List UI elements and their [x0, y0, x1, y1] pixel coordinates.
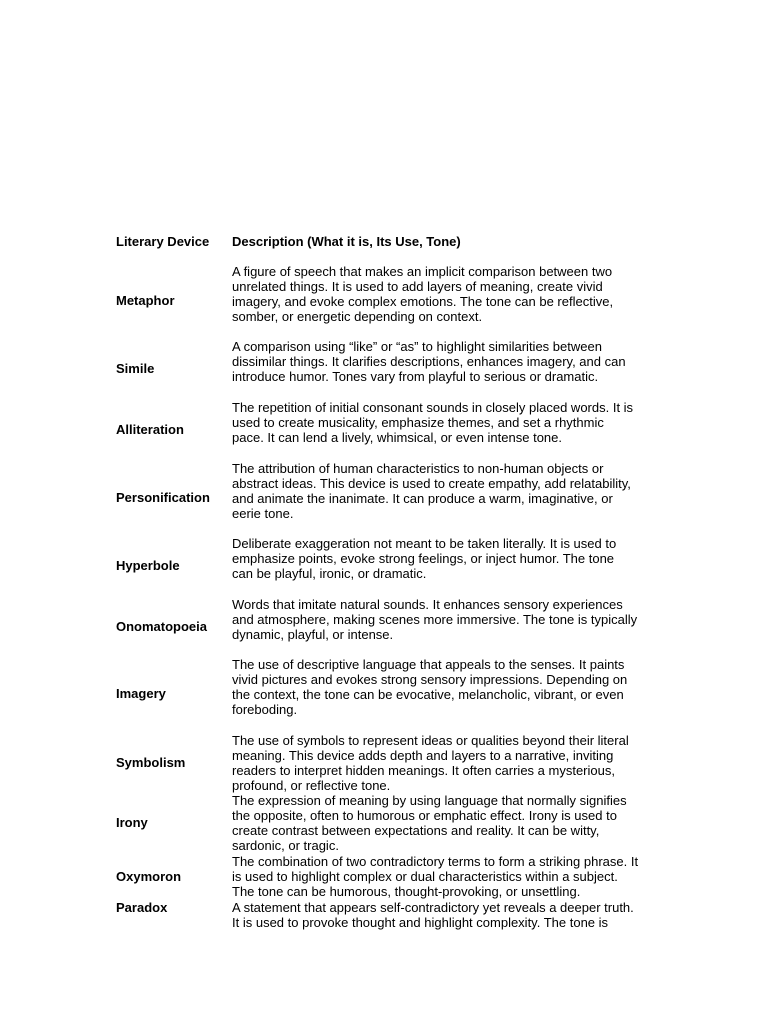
term-irony: Irony: [116, 815, 148, 830]
description-symbolism: The use of symbols to represent ideas or qualities beyond their literal meaning. This device adds depth and layers to a narrative, inviting readers to interpret hidden meanings. It often carries a mysterious, profound, or reflective tone.: [232, 733, 629, 793]
description-simile: A comparison using “like” or “as” to highlight similarities between dissimilar things. It clarifies descriptions, enhances imagery, and can introduce humor. Tones vary from playful to serious or dramatic.: [232, 339, 626, 384]
term-hyperbole: Hyperbole: [116, 558, 180, 573]
table-row: [116, 264, 661, 324]
table-row: [116, 400, 661, 445]
table-row: [116, 339, 661, 384]
term-personification: Personification: [116, 490, 210, 505]
table-header-row: [116, 234, 661, 250]
term-alliteration: Alliteration: [116, 422, 184, 437]
description-alliteration: The repetition of initial consonant sounds in closely placed words. It is used to create musicality, emphasize themes, and set a rhythmic pace. It can lend a lively, whimsical, or even intense tone.: [232, 400, 634, 445]
description-hyperbole: Deliberate exaggeration not meant to be taken literally. It is used to emphasize points, evoke strong feelings, or inject humor. The tone can be playful, ironic, or dramatic.: [232, 536, 617, 581]
table-row: [116, 793, 661, 853]
description-imagery: The use of descriptive language that appeals to the senses. It paints vivid pictures and evokes strong sensory impressions. Depending on the context, the tone can be evocative, melancholic, vibrant, or even foreboding.: [232, 657, 628, 717]
term-onomatopoeia: Onomatopoeia: [116, 619, 208, 634]
header-description: Description (What it is, Its Use, Tone): [232, 234, 461, 249]
description-irony: The expression of meaning by using language that normally signifies the opposite, often to humorous or emphatic effect. Irony is used to create contrast between expectations and reality. It can be witty, sardonic, or tragic.: [232, 793, 627, 853]
table-row: [116, 733, 661, 793]
description-personification: The attribution of human characteristics to non-human objects or abstract ideas. This device is used to create empathy, add relatability, and animate the inanimate. It can produce a warm, imaginative, or eerie tone.: [232, 461, 631, 521]
table-row: [116, 900, 661, 930]
description-paradox: A statement that appears self-contradictory yet reveals a deeper truth. It is used to provoke thought and highlight complexity. The tone is: [232, 900, 634, 930]
term-paradox: Paradox: [116, 900, 168, 915]
header-literary-device: Literary Device: [116, 234, 210, 249]
table-row: [116, 461, 661, 521]
term-simile: Simile: [116, 361, 155, 376]
term-oxymoron: Oxymoron: [116, 869, 182, 884]
table-row: [116, 657, 661, 717]
description-onomatopoeia: Words that imitate natural sounds. It enhances sensory experiences and atmosphere, making scenes more immersive. The tone is typically dynamic, playful, or intense.: [232, 597, 638, 642]
description-metaphor: A figure of speech that makes an implicit comparison between two unrelated things. It is used to add layers of meaning, create vivid imagery, and evoke complex emotions. The tone can be reflective, somber, or energetic depending on context.: [232, 264, 614, 324]
term-imagery: Imagery: [116, 686, 166, 701]
description-oxymoron: The combination of two contradictory terms to form a striking phrase. It is used to highlight complex or dual characteristics within a subject. The tone can be humorous, thought-provoking, or unsettling.: [232, 854, 639, 899]
table-row: [116, 854, 661, 899]
term-metaphor: Metaphor: [116, 293, 175, 308]
table-row: [116, 536, 661, 581]
table-row: [116, 597, 661, 642]
term-symbolism: Symbolism: [116, 755, 186, 770]
